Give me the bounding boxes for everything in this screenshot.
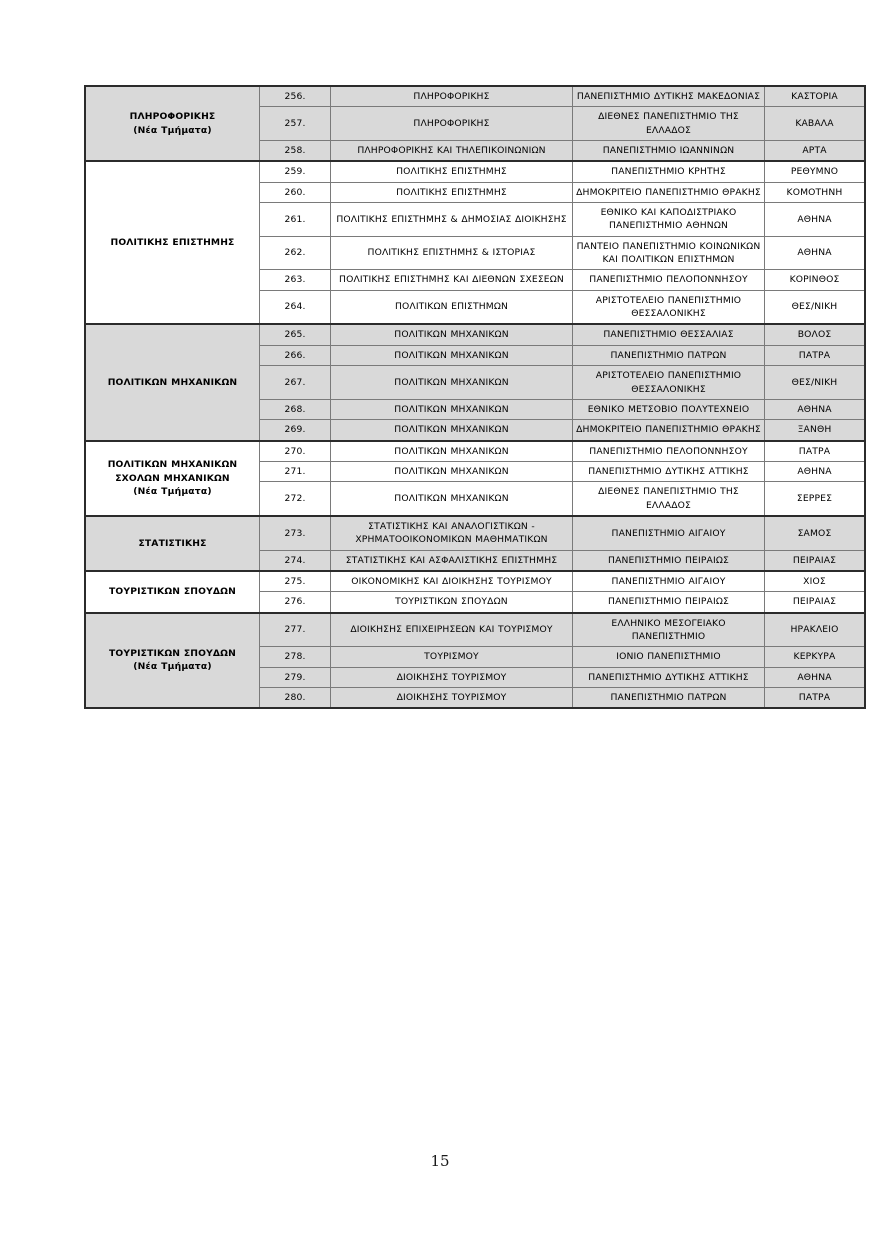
table-row: [85, 324, 865, 345]
university-cell: ΔΗΜΟΚΡΙΤΕΙΟ ΠΑΝΕΠΙΣΤΗΜΙΟ ΘΡΑΚΗΣ: [573, 420, 765, 441]
category-sublabel: (Νέα Τμήματα): [133, 124, 212, 136]
department-cell: ΠΟΛΙΤΙΚΩΝ ΜΗΧΑΝΙΚΩΝ: [331, 441, 573, 462]
department-cell: ΠΛΗΡΟΦΟΡΙΚΗΣ ΚΑΙ ΤΗΛΕΠΙΚΟΙΝΩΝΙΩΝ: [331, 141, 573, 162]
department-cell: ΠΟΛΙΤΙΚΗΣ ΕΠΙΣΤΗΜΗΣ ΚΑΙ ΔΙΕΘΝΩΝ ΣΧΕΣΕΩΝ: [331, 270, 573, 290]
department-cell: ΠΟΛΙΤΙΚΩΝ ΜΗΧΑΝΙΚΩΝ: [331, 399, 573, 419]
row-number-cell: 278.: [260, 647, 331, 667]
university-cell: ΠΑΝΕΠΙΣΤΗΜΙΟ ΘΕΣΣΑΛΙΑΣ: [573, 324, 765, 345]
university-cell: ΠΑΝΕΠΙΣΤΗΜΙΟ ΠΑΤΡΩΝ: [573, 688, 765, 709]
row-number-cell: 273.: [260, 516, 331, 550]
row-number-cell: 260.: [260, 182, 331, 202]
location-cell: ΑΘΗΝΑ: [765, 203, 866, 237]
row-number-cell: 266.: [260, 345, 331, 365]
department-cell: ΠΟΛΙΤΙΚΗΣ ΕΠΙΣΤΗΜΗΣ: [331, 161, 573, 182]
table-row: [85, 613, 865, 647]
row-number-cell: 258.: [260, 141, 331, 162]
page-number: 15: [430, 1152, 450, 1170]
departments-table-container: [84, 85, 843, 709]
category-cell: [85, 613, 260, 709]
location-cell: ΑΘΗΝΑ: [765, 667, 866, 687]
category-cell: [85, 161, 260, 324]
location-cell: ΚΑΣΤΟΡΙΑ: [765, 86, 866, 107]
location-cell: ΞΑΝΘΗ: [765, 420, 866, 441]
row-number-cell: 275.: [260, 571, 331, 592]
location-cell: ΠΑΤΡΑ: [765, 345, 866, 365]
university-cell: ΑΡΙΣΤΟΤΕΛΕΙΟ ΠΑΝΕΠΙΣΤΗΜΙΟ ΘΕΣΣΑΛΟΝΙΚΗΣ: [573, 366, 765, 400]
department-cell: ΠΟΛΙΤΙΚΩΝ ΕΠΙΣΤΗΜΩΝ: [331, 290, 573, 324]
university-cell: ΕΘΝΙΚΟ ΚΑΙ ΚΑΠΟΔΙΣΤΡΙΑΚΟ ΠΑΝΕΠΙΣΤΗΜΙΟ ΑΘΗΝΩΝ: [573, 203, 765, 237]
location-cell: ΑΘΗΝΑ: [765, 236, 866, 270]
location-cell: ΑΡΤΑ: [765, 141, 866, 162]
table-row: [85, 86, 865, 107]
department-cell: ΠΟΛΙΤΙΚΩΝ ΜΗΧΑΝΙΚΩΝ: [331, 461, 573, 481]
category-cell: [85, 516, 260, 571]
department-cell: ΤΟΥΡΙΣΤΙΚΩΝ ΣΠΟΥΔΩΝ: [331, 592, 573, 613]
category-cell: [85, 571, 260, 613]
department-cell: ΠΛΗΡΟΦΟΡΙΚΗΣ: [331, 86, 573, 107]
university-cell: ΠΑΝΕΠΙΣΤΗΜΙΟ ΠΕΙΡΑΙΩΣ: [573, 550, 765, 571]
category-cell: [85, 324, 260, 440]
university-cell: ΠΑΝΕΠΙΣΤΗΜΙΟ ΑΙΓΑΙΟΥ: [573, 571, 765, 592]
category-label: ΤΟΥΡΙΣΤΙΚΩΝ ΣΠΟΥΔΩΝ: [109, 586, 236, 598]
category-label: ΠΟΛΙΤΙΚΗΣ ΕΠΙΣΤΗΜΗΣ: [110, 237, 235, 249]
row-number-cell: 261.: [260, 203, 331, 237]
department-cell: ΔΙΟΙΚΗΣΗΣ ΕΠΙΧΕΙΡΗΣΕΩΝ ΚΑΙ ΤΟΥΡΙΣΜΟΥ: [331, 613, 573, 647]
row-number-cell: 257.: [260, 107, 331, 141]
location-cell: ΚΟΜΟΤΗΝΗ: [765, 182, 866, 202]
university-cell: ΔΙΕΘΝΕΣ ΠΑΝΕΠΙΣΤΗΜΙΟ ΤΗΣ ΕΛΛΑΔΟΣ: [573, 482, 765, 516]
row-number-cell: 265.: [260, 324, 331, 345]
university-cell: ΠΑΝΕΠΙΣΤΗΜΙΟ ΚΡΗΤΗΣ: [573, 161, 765, 182]
location-cell: ΘΕΣ/ΝΙΚΗ: [765, 366, 866, 400]
category-cell: [85, 441, 260, 516]
row-number-cell: 259.: [260, 161, 331, 182]
university-cell: ΠΑΝΤΕΙΟ ΠΑΝΕΠΙΣΤΗΜΙΟ ΚΟΙΝΩΝΙΚΩΝ ΚΑΙ ΠΟΛΙΤΙΚΩΝ ΕΠΙΣΤΗΜΩΝ: [573, 236, 765, 270]
location-cell: ΒΟΛΟΣ: [765, 324, 866, 345]
university-cell: ΠΑΝΕΠΙΣΤΗΜΙΟ ΠΕΙΡΑΙΩΣ: [573, 592, 765, 613]
location-cell: ΣΕΡΡΕΣ: [765, 482, 866, 516]
location-cell: ΚΑΒΑΛΑ: [765, 107, 866, 141]
category-label: ΠΛΗΡΟΦΟΡΙΚΗΣ: [129, 111, 216, 123]
department-cell: ΔΙΟΙΚΗΣΗΣ ΤΟΥΡΙΣΜΟΥ: [331, 667, 573, 687]
location-cell: ΚΕΡΚΥΡΑ: [765, 647, 866, 667]
row-number-cell: 272.: [260, 482, 331, 516]
location-cell: ΠΕΙΡΑΙΑΣ: [765, 550, 866, 571]
department-cell: ΠΛΗΡΟΦΟΡΙΚΗΣ: [331, 107, 573, 141]
row-number-cell: 279.: [260, 667, 331, 687]
department-cell: ΠΟΛΙΤΙΚΗΣ ΕΠΙΣΤΗΜΗΣ & ΙΣΤΟΡΙΑΣ: [331, 236, 573, 270]
table-row: [85, 571, 865, 592]
row-number-cell: 267.: [260, 366, 331, 400]
university-cell: ΠΑΝΕΠΙΣΤΗΜΙΟ ΔΥΤΙΚΗΣ ΑΤΤΙΚΗΣ: [573, 667, 765, 687]
location-cell: ΠΑΤΡΑ: [765, 441, 866, 462]
table-row: [85, 441, 865, 462]
row-number-cell: 264.: [260, 290, 331, 324]
university-cell: ΔΙΕΘΝΕΣ ΠΑΝΕΠΙΣΤΗΜΙΟ ΤΗΣ ΕΛΛΑΔΟΣ: [573, 107, 765, 141]
location-cell: ΗΡΑΚΛΕΙΟ: [765, 613, 866, 647]
department-cell: ΠΟΛΙΤΙΚΩΝ ΜΗΧΑΝΙΚΩΝ: [331, 345, 573, 365]
category-cell: [85, 86, 260, 161]
university-cell: ΠΑΝΕΠΙΣΤΗΜΙΟ ΠΕΛΟΠΟΝΝΗΣΟΥ: [573, 270, 765, 290]
department-cell: ΠΟΛΙΤΙΚΗΣ ΕΠΙΣΤΗΜΗΣ & ΔΗΜΟΣΙΑΣ ΔΙΟΙΚΗΣΗΣ: [331, 203, 573, 237]
university-cell: ΕΘΝΙΚΟ ΜΕΤΣΟΒΙΟ ΠΟΛΥΤΕΧΝΕΙΟ: [573, 399, 765, 419]
location-cell: ΠΑΤΡΑ: [765, 688, 866, 709]
university-cell: ΠΑΝΕΠΙΣΤΗΜΙΟ ΠΑΤΡΩΝ: [573, 345, 765, 365]
table-row: [85, 516, 865, 550]
university-cell: ΠΑΝΕΠΙΣΤΗΜΙΟ ΙΩΑΝΝΙΝΩΝ: [573, 141, 765, 162]
location-cell: ΑΘΗΝΑ: [765, 399, 866, 419]
department-cell: ΠΟΛΙΤΙΚΩΝ ΜΗΧΑΝΙΚΩΝ: [331, 420, 573, 441]
department-cell: ΣΤΑΤΙΣΤΙΚΗΣ ΚΑΙ ΑΝΑΛΟΓΙΣΤΙΚΩΝ - ΧΡΗΜΑΤΟΟΙΚΟΝΟΜΙΚΩΝ ΜΑΘΗΜΑΤΙΚΩΝ: [331, 516, 573, 550]
location-cell: ΣΑΜΟΣ: [765, 516, 866, 550]
department-cell: ΟΙΚΟΝΟΜΙΚΗΣ ΚΑΙ ΔΙΟΙΚΗΣΗΣ ΤΟΥΡΙΣΜΟΥ: [331, 571, 573, 592]
department-cell: ΔΙΟΙΚΗΣΗΣ ΤΟΥΡΙΣΜΟΥ: [331, 688, 573, 709]
row-number-cell: 271.: [260, 461, 331, 481]
university-cell: ΔΗΜΟΚΡΙΤΕΙΟ ΠΑΝΕΠΙΣΤΗΜΙΟ ΘΡΑΚΗΣ: [573, 182, 765, 202]
category-label: ΠΟΛΙΤΙΚΩΝ ΜΗΧΑΝΙΚΩΝ ΣΧΟΛΩΝ ΜΗΧΑΝΙΚΩΝ: [107, 459, 238, 484]
location-cell: ΠΕΙΡΑΙΑΣ: [765, 592, 866, 613]
university-cell: ΠΑΝΕΠΙΣΤΗΜΙΟ ΑΙΓΑΙΟΥ: [573, 516, 765, 550]
row-number-cell: 280.: [260, 688, 331, 709]
location-cell: ΡΕΘΥΜΝΟ: [765, 161, 866, 182]
department-cell: ΤΟΥΡΙΣΜΟΥ: [331, 647, 573, 667]
row-number-cell: 274.: [260, 550, 331, 571]
category-sublabel: (Νέα Τμήματα): [133, 485, 212, 497]
university-cell: ΠΑΝΕΠΙΣΤΗΜΙΟ ΠΕΛΟΠΟΝΝΗΣΟΥ: [573, 441, 765, 462]
row-number-cell: 270.: [260, 441, 331, 462]
category-label: ΣΤΑΤΙΣΤΙΚΗΣ: [138, 537, 207, 549]
university-cell: ΑΡΙΣΤΟΤΕΛΕΙΟ ΠΑΝΕΠΙΣΤΗΜΙΟ ΘΕΣΣΑΛΟΝΙΚΗΣ: [573, 290, 765, 324]
table-row: [85, 161, 865, 182]
location-cell: ΘΕΣ/ΝΙΚΗ: [765, 290, 866, 324]
location-cell: ΧΙΟΣ: [765, 571, 866, 592]
row-number-cell: 256.: [260, 86, 331, 107]
row-number-cell: 263.: [260, 270, 331, 290]
category-label: ΠΟΛΙΤΙΚΩΝ ΜΗΧΑΝΙΚΩΝ: [107, 376, 238, 388]
department-cell: ΠΟΛΙΤΙΚΩΝ ΜΗΧΑΝΙΚΩΝ: [331, 324, 573, 345]
university-cell: ΕΛΛΗΝΙΚΟ ΜΕΣΟΓΕΙΑΚΟ ΠΑΝΕΠΙΣΤΗΜΙΟ: [573, 613, 765, 647]
department-cell: ΠΟΛΙΤΙΚΩΝ ΜΗΧΑΝΙΚΩΝ: [331, 366, 573, 400]
university-cell: ΠΑΝΕΠΙΣΤΗΜΙΟ ΔΥΤΙΚΗΣ ΑΤΤΙΚΗΣ: [573, 461, 765, 481]
location-cell: ΚΟΡΙΝΘΟΣ: [765, 270, 866, 290]
row-number-cell: 277.: [260, 613, 331, 647]
row-number-cell: 262.: [260, 236, 331, 270]
departments-table-body: [85, 86, 865, 708]
category-sublabel: (Νέα Τμήματα): [133, 661, 212, 673]
row-number-cell: 269.: [260, 420, 331, 441]
departments-table: [84, 85, 866, 709]
department-cell: ΣΤΑΤΙΣΤΙΚΗΣ ΚΑΙ ΑΣΦΑΛΙΣΤΙΚΗΣ ΕΠΙΣΤΗΜΗΣ: [331, 550, 573, 571]
category-label: ΤΟΥΡΙΣΤΙΚΩΝ ΣΠΟΥΔΩΝ: [109, 648, 236, 660]
university-cell: ΙΟΝΙΟ ΠΑΝΕΠΙΣΤΗΜΙΟ: [573, 647, 765, 667]
department-cell: ΠΟΛΙΤΙΚΩΝ ΜΗΧΑΝΙΚΩΝ: [331, 482, 573, 516]
row-number-cell: 268.: [260, 399, 331, 419]
university-cell: ΠΑΝΕΠΙΣΤΗΜΙΟ ΔΥΤΙΚΗΣ ΜΑΚΕΔΟΝΙΑΣ: [573, 86, 765, 107]
location-cell: ΑΘΗΝΑ: [765, 461, 866, 481]
row-number-cell: 276.: [260, 592, 331, 613]
department-cell: ΠΟΛΙΤΙΚΗΣ ΕΠΙΣΤΗΜΗΣ: [331, 182, 573, 202]
